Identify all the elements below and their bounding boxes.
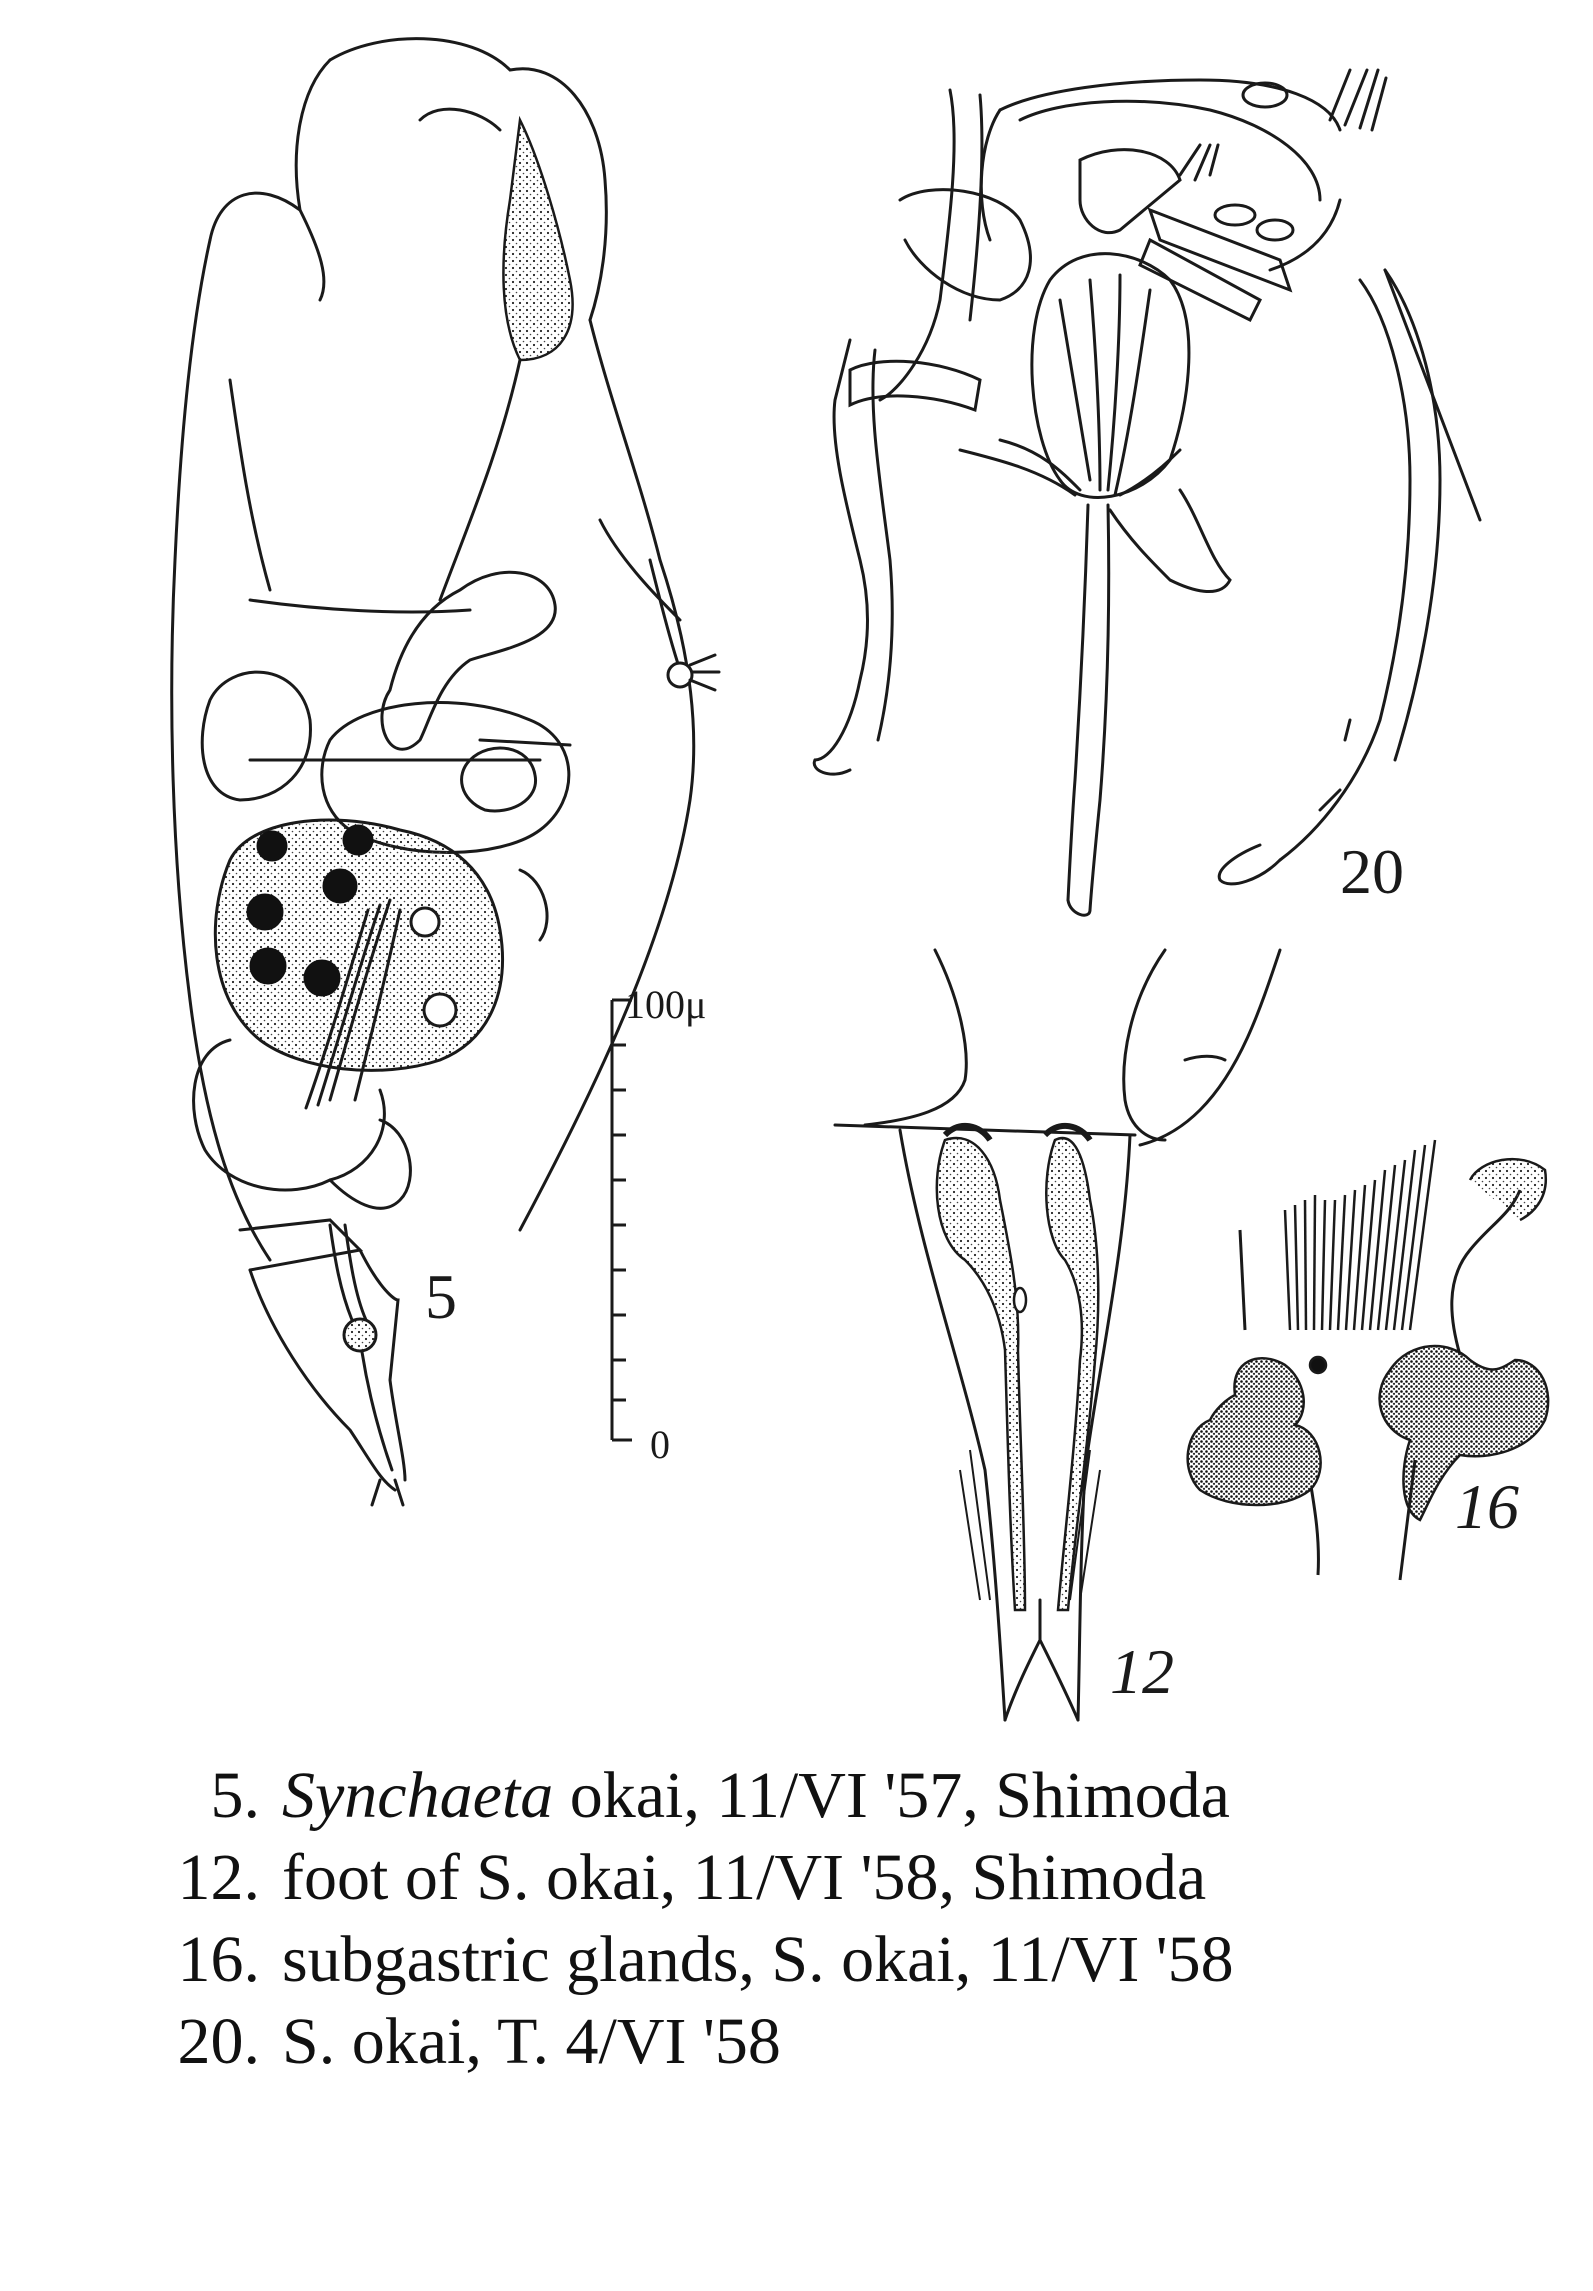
caption-fig-20 [130,2001,1570,2083]
figure-12-pedal-glands [937,1126,1100,1610]
caption-text: foot of S. okai, 11/VI '58, Shimoda [282,1841,1207,1914]
caption-text: okai, 11/VI '57, Shimoda [569,1759,1230,1832]
scale-bar-top-label: 100μ [625,982,707,1027]
figure-20-drawing [814,70,1480,915]
scale-bar-bottom-label: 0 [650,1422,670,1467]
caption-number: 16. [177,1923,260,1996]
caption-genus: Synchaeta [282,1759,554,1832]
caption-text: S. okai, T. 4/VI '58 [282,2005,781,2078]
scale-bar [612,1000,632,1440]
caption-text: subgastric glands, S. okai, 11/VI '58 [282,1923,1234,1996]
caption-fig-5 [130,1755,1570,1837]
figure-12-label: 12 [1110,1636,1174,1707]
caption-number: 12. [177,1841,260,1914]
figure-20-label: 20 [1340,836,1404,907]
caption-number: 5. [210,1759,260,1832]
figure-5-label: 5 [425,1261,457,1332]
caption-fig-12 [130,1837,1570,1919]
caption-number: 20. [177,2005,260,2078]
figure-16-label: 16 [1455,1471,1519,1542]
caption-list [130,1755,1570,2083]
caption-fig-16 [130,1919,1570,2001]
